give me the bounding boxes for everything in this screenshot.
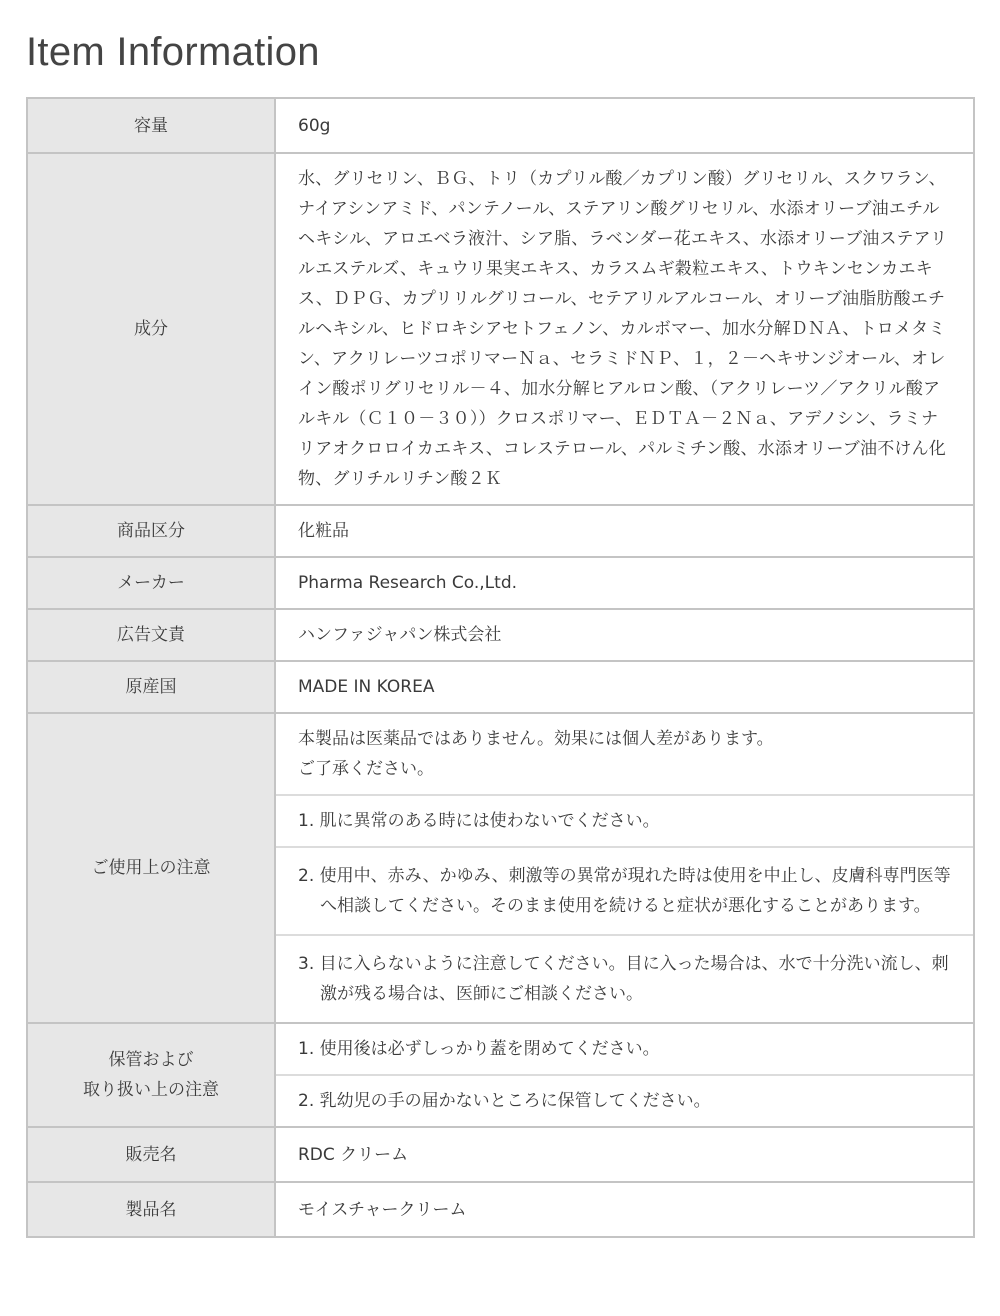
row-value: 化粧品: [275, 505, 974, 557]
label-line-2: 取り扱い上の注意: [83, 1080, 219, 1100]
table-row-advertiser: [27, 609, 974, 661]
caution-item-3: [276, 934, 973, 1022]
table-row-usage-cautions: [27, 713, 974, 1023]
caution-text: 2. 使用中、赤み、かゆみ、刺激等の異常が現れた時は使用を中止し、皮膚科専門医等へ相談してください。そのまま使用を続けると症状が悪化することがあります。: [298, 866, 951, 916]
row-label: 商品区分: [27, 505, 275, 557]
row-label: 成分: [27, 153, 275, 505]
disclaimer-line-1: 本製品は医薬品ではありません。効果には個人差があります。: [298, 729, 774, 749]
caution-item-1: [276, 794, 973, 846]
row-value: モイスチャークリーム: [275, 1182, 974, 1237]
storage-text: 2. 乳幼児の手の届かないところに保管してください。: [298, 1091, 711, 1111]
caution-disclaimer: [276, 714, 973, 794]
row-value: RDC クリーム: [275, 1127, 974, 1182]
row-value: ハンファジャパン株式会社: [275, 609, 974, 661]
row-label: 販売名: [27, 1127, 275, 1182]
storage-item-1: [276, 1024, 973, 1074]
ingredients-value: 水、グリセリン、ＢＧ、トリ（カプリル酸／カプリン酸）グリセリル、スクワラン、ナイアシンアミド、パンテノール、ステアリン酸グリセリル、水添オリーブ油エチルヘキシル、アロエベラ液汁、シア脂、ラベンダー花エキス、水添オリーブ油ステアリルエステルズ、キュウリ果実エキス、カラスムギ穀粒エキス、トウキンセンカエキス、ＤＰＧ、カプリリルグリコール、セテアリルアルコール、オリーブ油脂肪酸エチルヘキシル、ヒドロキシアセトフェノン、カルボマー、加水分解ＤＮＡ、トロメタミン、アクリレーツコポリマーＮａ、セラミドＮＰ、１，２－ヘキサンジオール、オレイン酸ポリグリセリル－４、加水分解ヒアルロン酸、（アクリレーツ／アクリル酸アルキル（Ｃ１０－３０））クロスポリマー、ＥＤＴＡ－２Ｎａ、アデノシン、ラミナリアオクロロイカエキス、コレステロール、パルミチン酸、水添オリーブ油不けん化物、グリチルリチン酸２Ｋ: [275, 153, 974, 505]
disclaimer-line-2: ご了承ください。: [298, 759, 434, 779]
table-row-product-name: [27, 1182, 974, 1237]
table-row-maker: [27, 557, 974, 609]
row-value: MADE IN KOREA: [275, 661, 974, 713]
table-row-sales-name: [27, 1127, 974, 1182]
caution-text: 1. 肌に異常のある時には使わないでください。: [298, 811, 660, 831]
storage-cautions-list: [275, 1023, 974, 1127]
label-line-1: 保管および: [108, 1050, 194, 1070]
caution-text: 3. 目に入らないように注意してください。目に入った場合は、水で十分洗い流し、刺激が残る場合は、医師にご相談ください。: [298, 954, 949, 1004]
row-value: Pharma Research Co.,Ltd.: [275, 557, 974, 609]
table-row-capacity: [27, 98, 974, 153]
caution-item-2: [276, 846, 973, 934]
row-value: 60g: [275, 98, 974, 153]
row-label: 広告文責: [27, 609, 275, 661]
storage-item-2: [276, 1074, 973, 1126]
item-information-table: [26, 97, 975, 1238]
row-label: 原産国: [27, 661, 275, 713]
row-label: [27, 1023, 275, 1127]
table-row-category: [27, 505, 974, 557]
row-label: 容量: [27, 98, 275, 153]
row-label: メーカー: [27, 557, 275, 609]
row-label: ご使用上の注意: [27, 713, 275, 1023]
table-row-ingredients: [27, 153, 974, 505]
table-row-storage-cautions: [27, 1023, 974, 1127]
storage-text: 1. 使用後は必ずしっかり蓋を閉めてください。: [298, 1039, 660, 1059]
table-row-origin: [27, 661, 974, 713]
row-label: 製品名: [27, 1182, 275, 1237]
usage-cautions-list: [275, 713, 974, 1023]
page-title: Item Information: [26, 30, 320, 74]
